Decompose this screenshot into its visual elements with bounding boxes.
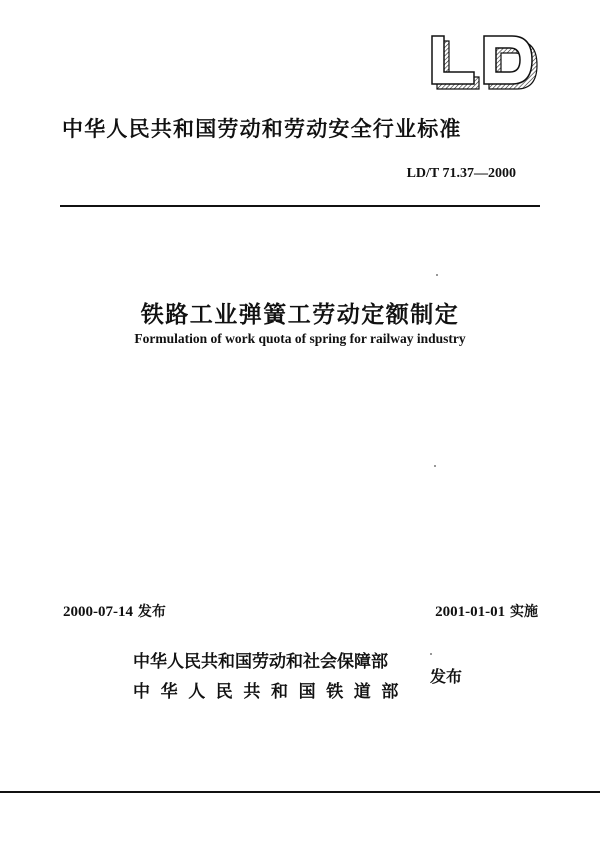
implement-date: 2001-01-01 <box>435 604 506 620</box>
document-title-chinese: 铁路工业弹簧工劳动定额制定 <box>140 302 460 328</box>
scan-speck <box>434 465 436 467</box>
standard-code: LD/T 71.37—2000 <box>406 166 516 181</box>
industry-standard-title: 中华人民共和国劳动和劳动安全行业标准 <box>62 117 462 141</box>
issuer-ministry-railways: 中华人民共和国铁道部 <box>133 682 409 702</box>
release-date: 2000-07-14 <box>63 604 133 620</box>
release-date-line <box>63 601 166 621</box>
document-title-english: Formulation of work quota of spring for railway industry <box>134 331 466 346</box>
release-label: 发布 <box>137 604 166 620</box>
scan-speck <box>430 653 432 655</box>
issuing-authorities <box>133 647 409 707</box>
ld-logo <box>428 34 540 90</box>
implement-label: 实施 <box>510 604 538 620</box>
scan-speck <box>436 274 438 276</box>
footer-divider <box>0 791 600 793</box>
publish-label: 发布 <box>430 667 463 686</box>
issuer-ministry-labour: 中华人民共和国劳动和社会保障部 <box>133 652 388 672</box>
header-divider <box>60 205 540 207</box>
implement-date-line <box>435 601 538 621</box>
